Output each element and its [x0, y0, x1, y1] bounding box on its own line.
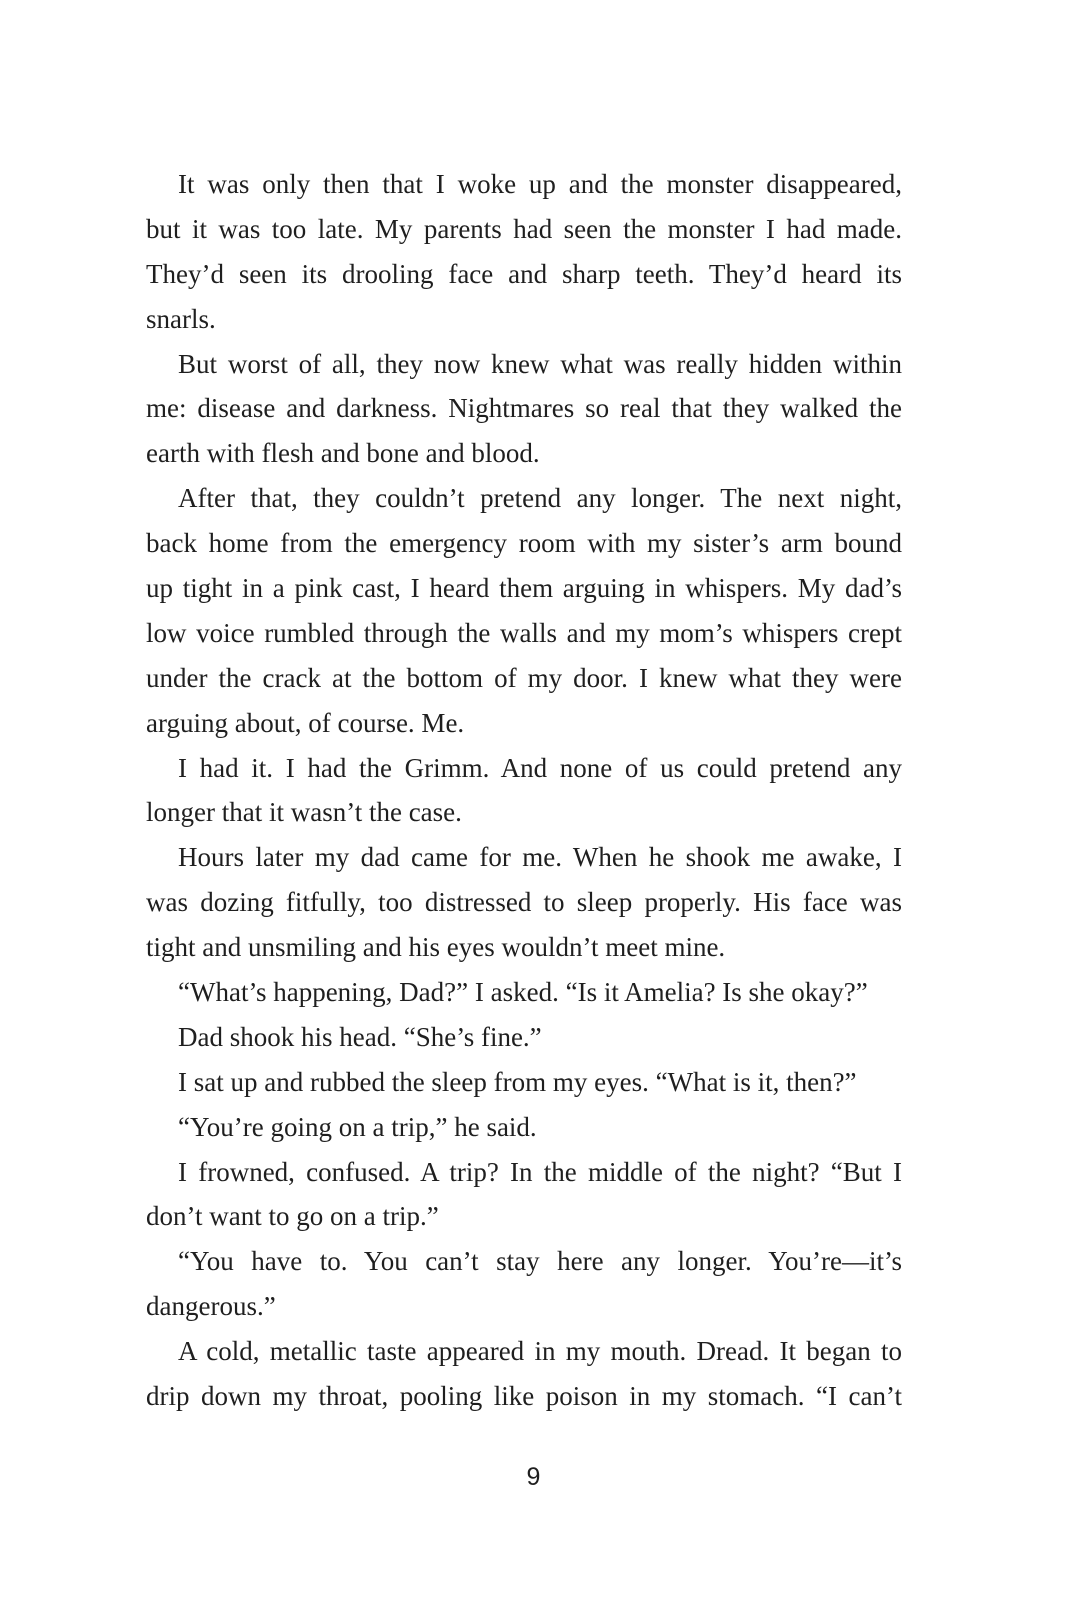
text-line: tight and unsmiling and his eyes wouldn’t meet mine. — [146, 932, 726, 963]
text-line: They’d seen its drooling face and sharp teeth. They’d heard its — [146, 258, 902, 289]
text-line: low voice rumbled through the walls and my mom’s whispers crept — [146, 617, 902, 648]
body-text — [146, 162, 902, 1419]
text-line: earth with flesh and bone and blood. — [146, 438, 540, 469]
text-line: I had it. I had the Grimm. And none of us could pretend any — [178, 752, 902, 783]
text-line: “What’s happening, Dad?” I asked. “Is it Amelia? Is she okay?” — [178, 977, 868, 1008]
text-line: After that, they couldn’t pretend any longer. The next night, — [178, 483, 902, 514]
text-line: drip down my throat, pooling like poison in my stomach. “I can’t — [146, 1381, 902, 1412]
text-line: Hours later my dad came for me. When he shook me awake, I — [178, 842, 902, 873]
text-line: longer that it wasn’t the case. — [146, 797, 462, 828]
text-line: “You have to. You can’t stay here any longer. You’re—it’s — [178, 1246, 902, 1277]
text-line: But worst of all, they now knew what was really hidden within — [178, 348, 902, 379]
text-line: don’t want to go on a trip.” — [146, 1201, 439, 1232]
text-line: was dozing fitfully, too distressed to sleep properly. His face was — [146, 887, 902, 918]
text-line: I sat up and rubbed the sleep from my eyes. “What is it, then?” — [178, 1066, 857, 1097]
text-line: up tight in a pink cast, I heard them arguing in whispers. My dad’s — [146, 573, 902, 604]
text-line: me: disease and darkness. Nightmares so real that they walked the — [146, 393, 902, 424]
text-line: Dad shook his head. “She’s fine.” — [178, 1021, 542, 1052]
text-line: A cold, metallic taste appeared in my mouth. Dread. It began to — [178, 1336, 902, 1367]
text-line: back home from the emergency room with my sister’s arm bound — [146, 528, 902, 559]
text-line: arguing about, of course. Me. — [146, 707, 465, 738]
text-line: “You’re going on a trip,” he said. — [178, 1111, 537, 1142]
text-line: but it was too late. My parents had seen the monster I had made. — [146, 213, 902, 244]
text-line: snarls. — [146, 303, 216, 334]
text-line: I frowned, confused. A trip? In the middle of the night? “But I — [178, 1156, 902, 1187]
page-number: 9 — [526, 1463, 541, 1491]
text-line: It was only then that I woke up and the monster disappeared, — [178, 169, 902, 199]
text-line: under the crack at the bottom of my door. I knew what they were — [146, 662, 902, 693]
text-line: dangerous.” — [146, 1291, 276, 1322]
